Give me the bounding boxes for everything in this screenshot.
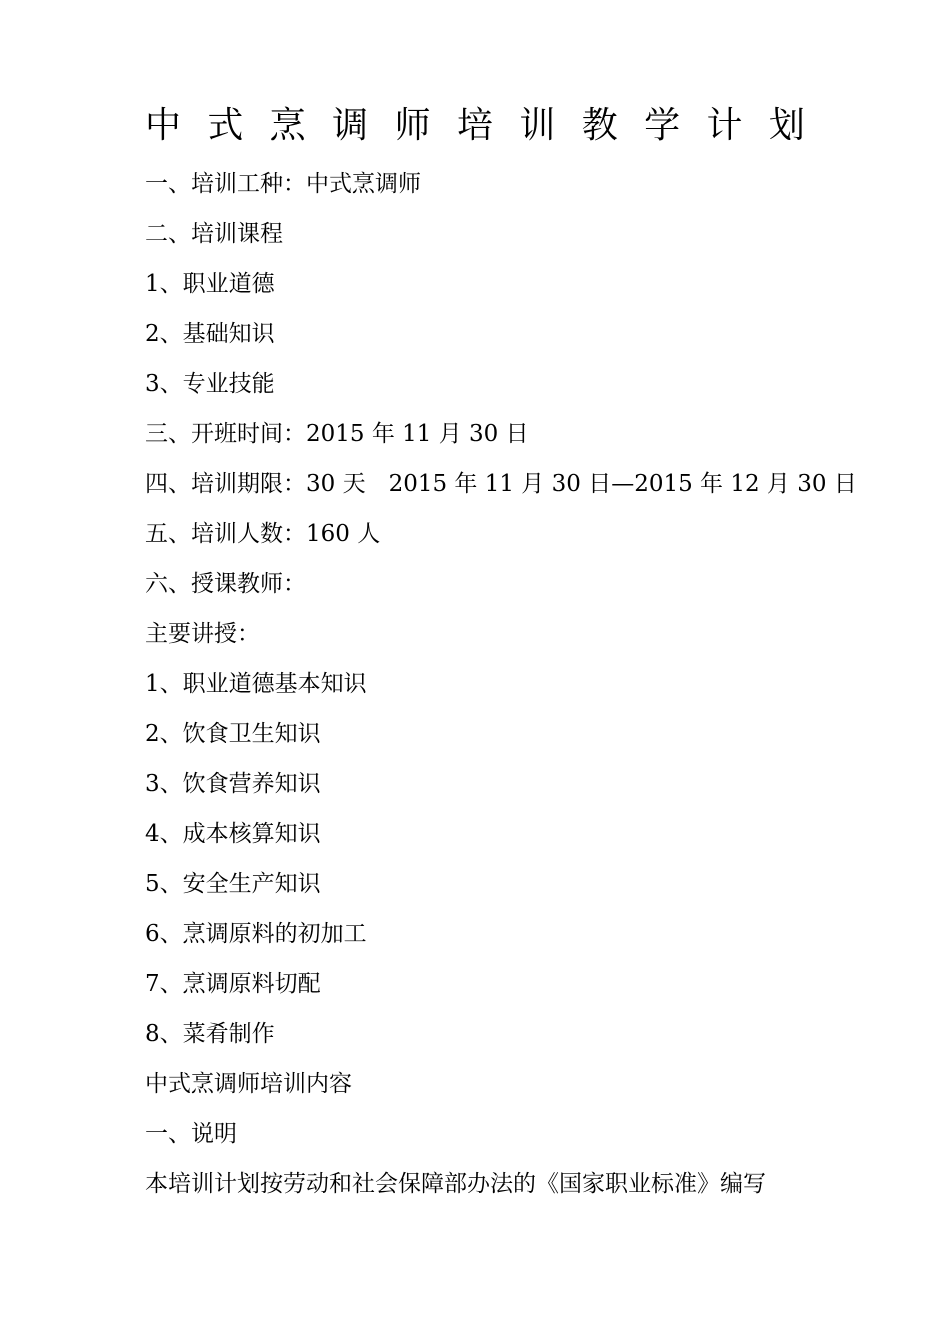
document-body: [145, 168, 857, 1218]
section-training-period: 四、培训期限：30 天 2015 年 11 月 30 日—2015 年 12 月 30 日: [145, 471, 857, 497]
lecture-item: 4、成本核算知识: [145, 821, 321, 847]
title-char: 调: [332, 105, 369, 146]
title-char: 划: [768, 105, 805, 146]
section-start-date: 三、开班时间：2015 年 11 月 30 日: [145, 421, 529, 447]
title-char: 师: [394, 105, 431, 146]
section-instructors: 六、授课教师：: [145, 571, 306, 597]
section-training-type: 一、培训工种：中式烹调师: [145, 171, 421, 197]
title-char: 学: [644, 105, 681, 146]
lecture-item: 5、安全生产知识: [145, 871, 321, 897]
title-char: 计: [706, 105, 743, 146]
body-paragraph: 本培训计划按劳动和社会保障部办法的《国家职业标准》编写: [145, 1171, 766, 1197]
section-trainee-count: 五、培训人数：160 人: [145, 521, 381, 547]
title-char: 培: [456, 105, 493, 146]
lecture-item: 1、职业道德基本知识: [145, 671, 367, 697]
title-char: 训: [519, 105, 556, 146]
content-heading: 中式烹调师培训内容: [145, 1071, 352, 1097]
title-char: 教: [581, 105, 618, 146]
section-training-courses: 二、培训课程: [145, 221, 283, 247]
document-title: [145, 102, 805, 150]
lecture-item: 7、烹调原料切配: [145, 971, 321, 997]
lecture-item: 2、饮食卫生知识: [145, 721, 321, 747]
main-lectures-heading: 主要讲授：: [145, 621, 260, 647]
course-item: 2、基础知识: [145, 321, 275, 347]
lecture-item: 6、烹调原料的初加工: [145, 921, 367, 947]
section-explanation: 一、说明: [145, 1121, 237, 1147]
title-char: 烹: [269, 105, 306, 146]
course-item: 1、职业道德: [145, 271, 275, 297]
lecture-item: 3、饮食营养知识: [145, 771, 321, 797]
course-item: 3、专业技能: [145, 371, 275, 397]
title-char: 式: [207, 105, 244, 146]
lecture-item: 8、菜肴制作: [145, 1021, 275, 1047]
title-char: 中: [145, 105, 182, 146]
